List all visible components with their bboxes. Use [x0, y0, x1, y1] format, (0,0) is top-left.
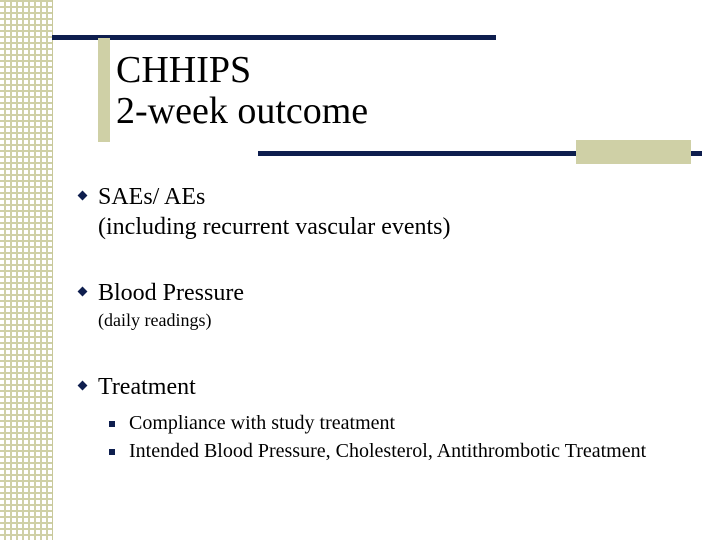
title-accent-block	[98, 38, 110, 142]
square-bullet-icon	[109, 449, 115, 455]
slide-title-line1: CHHIPS	[116, 49, 252, 91]
bullet-treatment-label: Treatment	[98, 374, 196, 400]
sub-item-compliance	[109, 409, 689, 437]
bullet-saes-detail: (including recurrent vascular events)	[98, 214, 451, 240]
sub-item-label: Intended Blood Pressure, Cholesterol, Antithrombotic Treatment	[129, 440, 647, 462]
slide-title	[116, 50, 368, 132]
bullet-blood-pressure-note: (daily readings)	[98, 310, 212, 330]
square-bullet-icon	[109, 421, 115, 427]
decorative-divider	[52, 0, 53, 540]
sub-item-label: Compliance with study treatment	[129, 412, 396, 434]
treatment-sub-list	[109, 409, 689, 465]
decorative-checker-strip	[0, 0, 52, 540]
slide-title-line2: 2-week outcome	[116, 90, 369, 132]
bullet-saes-label: SAEs/ AEs	[98, 184, 206, 210]
title-bar-top	[52, 35, 496, 40]
diamond-bullet-icon	[78, 381, 88, 391]
sub-item-intended	[109, 437, 689, 465]
bullet-blood-pressure-label: Blood Pressure	[98, 280, 244, 306]
title-accent-block-right	[576, 140, 691, 164]
diamond-bullet-icon	[78, 191, 88, 201]
diamond-bullet-icon	[78, 287, 88, 297]
